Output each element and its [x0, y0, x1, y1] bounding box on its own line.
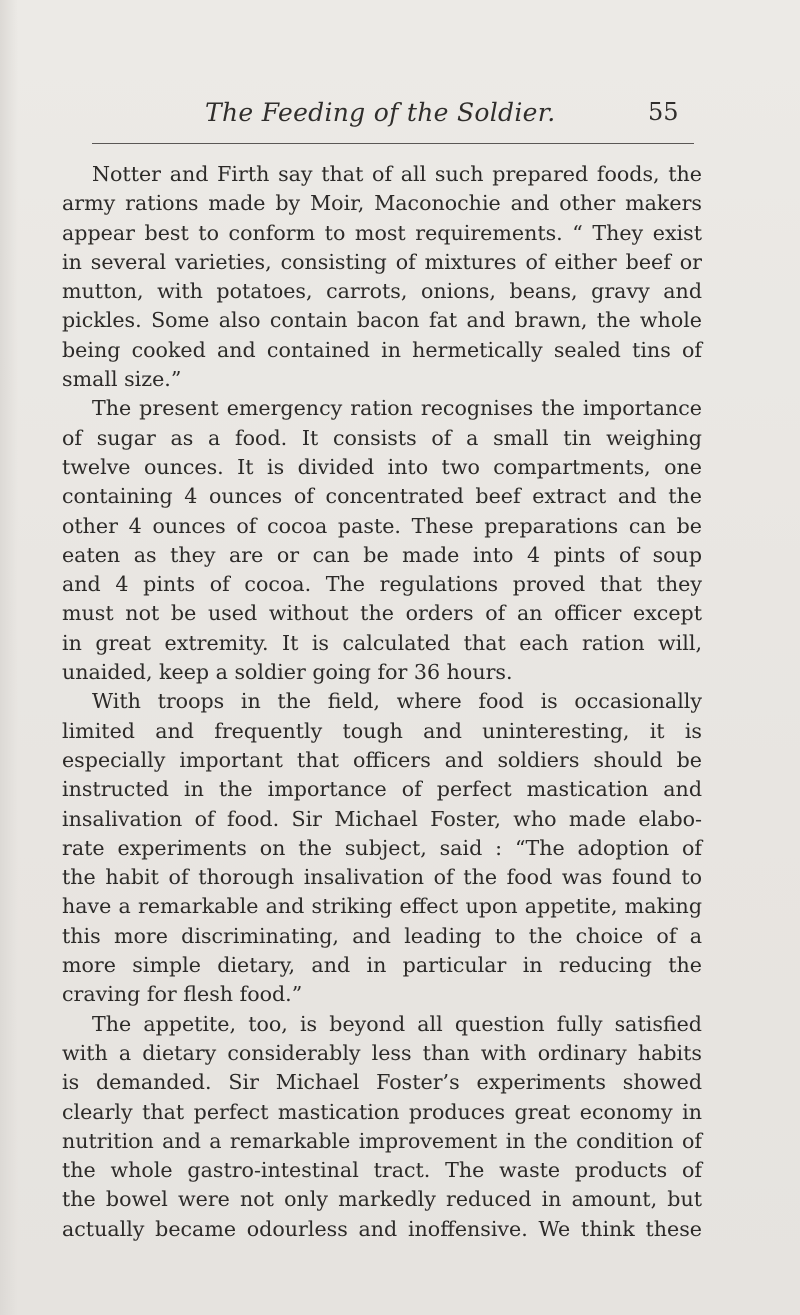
text-line: With troops in the field, where food is occasionally	[92, 689, 702, 714]
paragraph-3	[62, 687, 702, 1009]
text-line: of sugar as a food. It consists of a small tin weighing	[62, 425, 702, 450]
text-line: being cooked and contained in hermetically sealed tins of	[62, 337, 702, 362]
text-line: more simple dietary, and in particular in reducing the	[62, 953, 702, 978]
text-line: containing 4 ounces of concentrated beef extract and the	[62, 484, 702, 509]
text-line: The appetite, too, is beyond all question fully satisfied	[92, 1011, 702, 1036]
text-line: have a remarkable and striking effect upon appetite, making	[62, 894, 702, 919]
text-line: pickles. Some also contain bacon fat and brawn, the whole	[62, 308, 702, 333]
running-head	[0, 98, 800, 138]
text-line: other 4 ounces of cocoa paste. These preparations can be	[62, 513, 702, 538]
text-line: this more discriminating, and leading to the choice of a	[62, 923, 702, 948]
text-line: unaided, keep a soldier going for 36 hours.	[62, 660, 513, 685]
text-line: insalivation of food. Sir Michael Foster, who made elabo-	[62, 806, 702, 831]
text-line: instructed in the importance of perfect mastication and	[62, 777, 702, 802]
text-line: limited and frequently tough and uninteresting, it is	[62, 718, 702, 743]
paragraph-2	[62, 394, 702, 687]
text-line: the bowel were not only markedly reduced in amount, but	[62, 1187, 702, 1212]
page-number: 55	[648, 98, 679, 126]
text-line: nutrition and a remarkable improvement in the condition of	[62, 1128, 702, 1153]
text-line: with a dietary considerably less than with ordinary habits	[62, 1040, 702, 1065]
text-line: craving for flesh food.”	[62, 982, 303, 1007]
paragraph-1	[62, 160, 702, 394]
text-line: is demanded. Sir Michael Foster’s experiments showed	[62, 1070, 702, 1095]
text-line: and 4 pints of cocoa. The regulations proved that they	[62, 572, 702, 597]
text-line: clearly that perfect mastication produces great economy in	[62, 1099, 702, 1124]
text-line: the whole gastro-intestinal tract. The waste products of	[62, 1158, 702, 1183]
text-line: army rations made by Moir, Maconochie and other makers	[62, 191, 702, 216]
running-title: The Feeding of the Soldier.	[205, 98, 556, 127]
text-line: in great extremity. It is calculated that each ration will,	[62, 630, 702, 655]
text-line: Notter and Firth say that of all such prepared foods, the	[92, 162, 702, 186]
header-rule	[92, 143, 694, 144]
text-line: must not be used without the orders of an officer except	[62, 601, 702, 626]
text-line: the habit of thorough insalivation of the food was found to	[62, 865, 702, 890]
text-line: in several varieties, consisting of mixtures of either beef or	[62, 249, 702, 274]
text-line: rate experiments on the subject, said : “The adoption of	[62, 835, 702, 860]
text-line: The present emergency ration recognises the importance	[92, 396, 702, 421]
text-line: twelve ounces. It is divided into two compartments, one	[62, 454, 702, 479]
text-line: small size.”	[62, 367, 182, 392]
text-line: eaten as they are or can be made into 4 pints of soup	[62, 542, 702, 567]
text-line: appear best to conform to most requirements. “ They exist	[62, 220, 702, 245]
text-line: actually became odourless and inoffensive. We think these	[62, 1216, 702, 1241]
paragraph-4	[62, 1010, 702, 1244]
body-text	[62, 160, 702, 1244]
text-line: mutton, with potatoes, carrots, onions, beans, gravy and	[62, 279, 702, 304]
text-line: especially important that officers and soldiers should be	[62, 747, 702, 772]
gutter-shadow	[0, 0, 18, 1315]
